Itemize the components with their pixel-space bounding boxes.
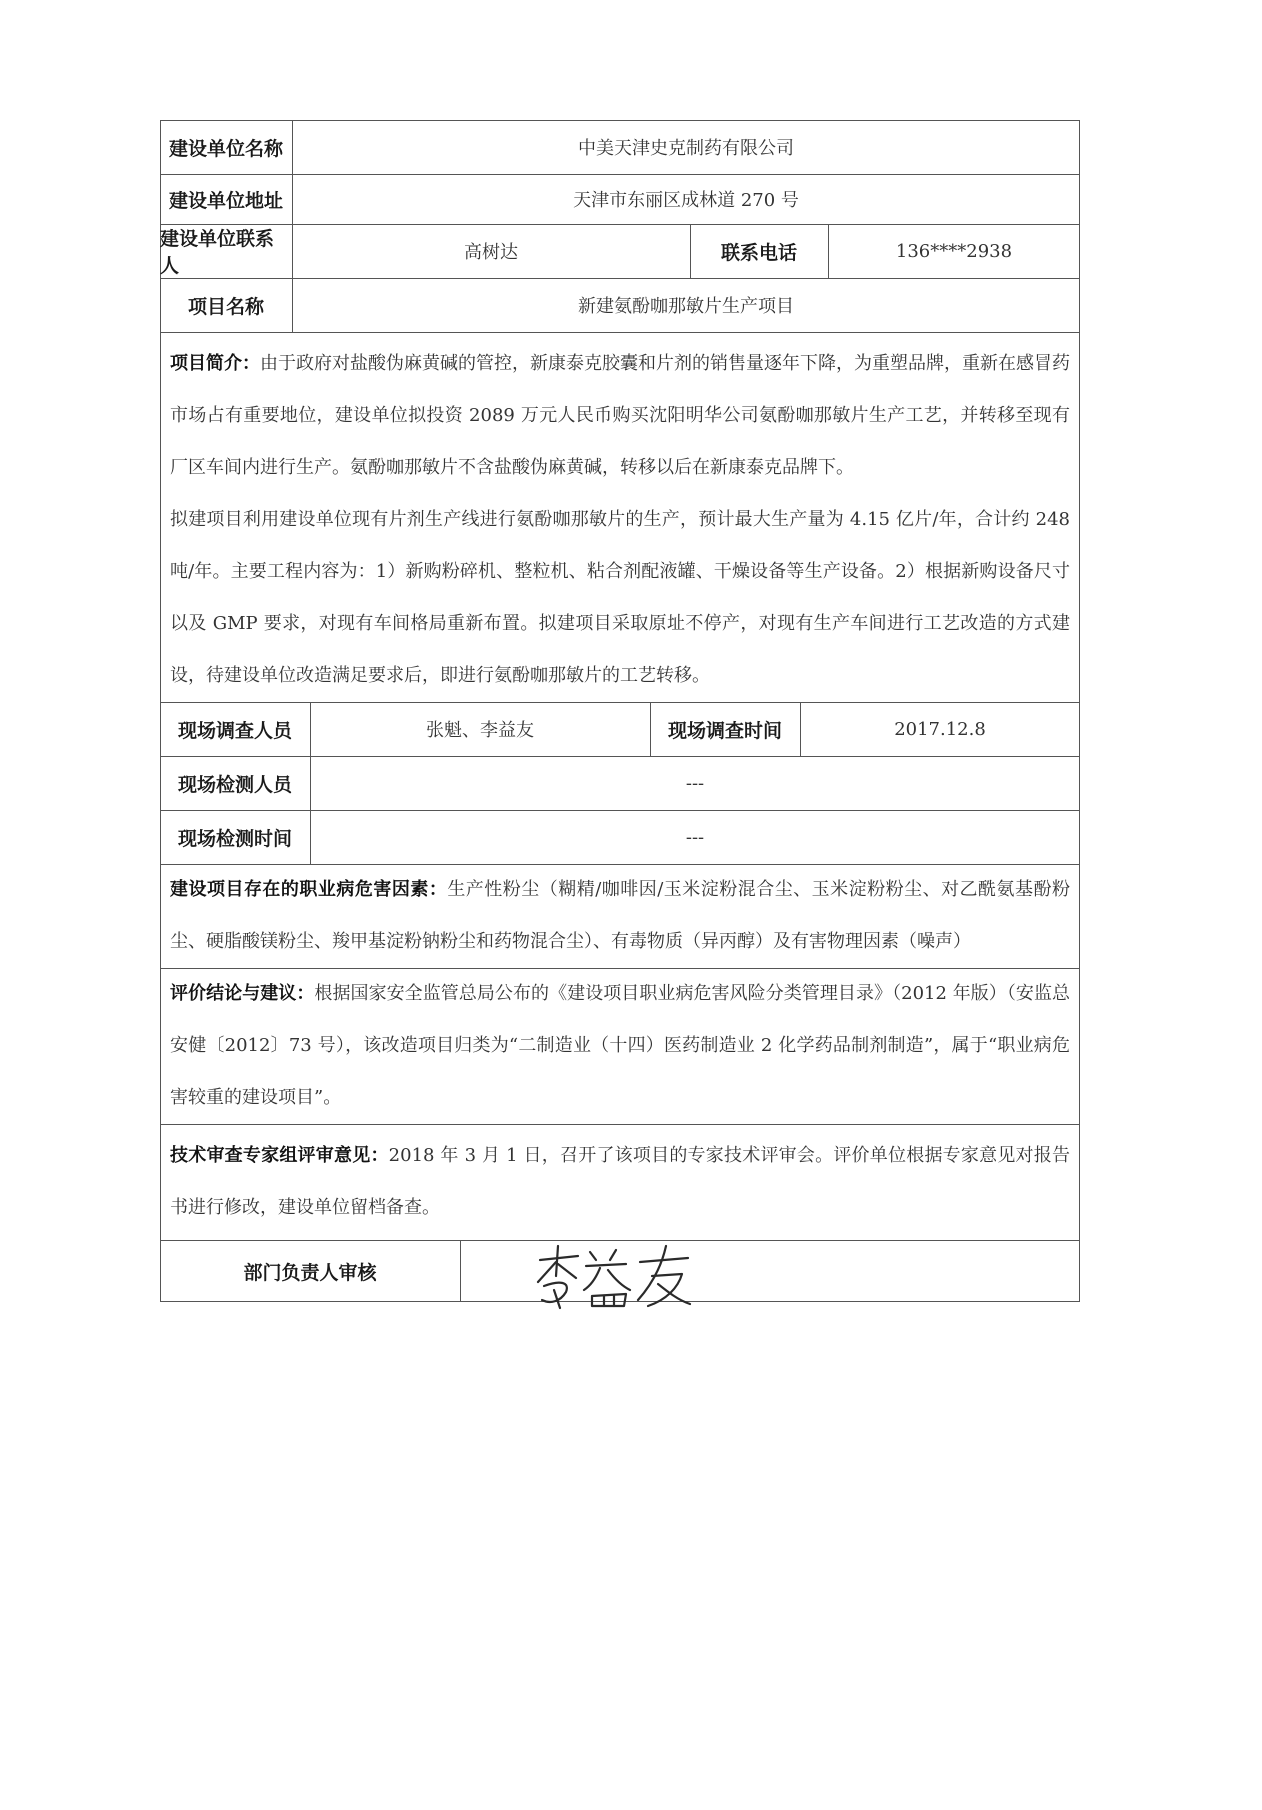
project-intro-continued (170, 494, 1070, 702)
divider (460, 1240, 461, 1302)
assessment-form (160, 120, 1080, 1302)
signature-icon (530, 1242, 700, 1312)
project-name-label: 项目名称 (187, 295, 264, 318)
divider (160, 332, 1080, 333)
signature (530, 1242, 700, 1312)
unit-name-label: 建设单位名称 (168, 137, 283, 160)
conclusion-label: 评价结论与建议： (170, 983, 315, 1004)
contact-label: 建设单位联系人 (160, 228, 275, 277)
divider (160, 1124, 1080, 1125)
survey-staff-value: 张魁、李益友 (426, 720, 534, 741)
project-intro-text2: 拟建项目利用建设单位现有片剂生产线进行氨酚咖那敏片的生产，预计最大生产量为 4.15 亿片/年，合计约 248 吨/年。主要工程内容为：1）新购粉碎机、整粒机、粘合剂配液罐、干燥设备等生产设备。2）根据新购设备尺寸以及 GMP 要求，对现有车间格局重新布置。拟建项目采取原址不停产，对现有生产车间进行工艺改造的方式建设，待建设单位改造满足要求后，即进行氨酚咖那敏片的工艺转移。 (170, 509, 1070, 686)
unit-address-label: 建设单位地址 (168, 189, 283, 212)
project-intro-text1: 由于政府对盐酸伪麻黄碱的管控，新康泰克胶囊和片剂的销售量逐年下降，为重塑品牌，重新在感冒药市场占有重要地位，建设单位拟投资 2089 万元人民币购买沈阳明华公司氨酚咖那敏片生产工艺，并转移至现有厂区车间内进行生产。氨酚咖那敏片不含盐酸伪麻黄碱，转移以后在新康泰克品牌下。 (170, 353, 1070, 478)
unit-address-value: 天津市东丽区成林道 270 号 (573, 190, 799, 211)
hazards-text: 生产性粉尘（糊精/咖啡因/玉米淀粉混合尘、玉米淀粉粉尘、对乙酰氨基酚粉尘、硬脂酸镁粉尘、羧甲基淀粉钠粉尘和药物混合尘）、有毒物质（异丙醇）及有害物理因素（噪声） (170, 879, 1070, 952)
survey-time-label: 现场调查时间 (667, 719, 782, 742)
survey-staff-label: 现场调查人员 (177, 719, 292, 742)
review-label: 技术审查专家组评审意见： (170, 1145, 389, 1166)
survey-time-value: 2017.12.8 (894, 718, 986, 740)
conclusion-section (170, 968, 1070, 1124)
review-text: 2018 年 3 月 1 日，召开了该项目的专家技术评审会。评价单位根据专家意见对报告书进行修改，建设单位留档备查。 (170, 1145, 1070, 1218)
detection-staff-label: 现场检测人员 (177, 773, 292, 796)
hazards-section (170, 864, 1070, 968)
project-intro (170, 338, 1070, 494)
project-intro-label: 项目简介： (170, 353, 260, 374)
project-name-value: 新建氨酚咖那敏片生产项目 (578, 296, 794, 317)
detection-staff-value: --- (685, 772, 705, 794)
contact-value: 高树达 (464, 242, 518, 263)
hazards-label: 建设项目存在的职业病危害因素： (170, 879, 448, 900)
review-section (170, 1130, 1070, 1234)
phone-value: 136****2938 (895, 240, 1013, 262)
unit-name-value: 中美天津史克制药有限公司 (578, 138, 794, 159)
detection-time-label: 现场检测时间 (177, 827, 292, 850)
detection-time-value: --- (685, 826, 705, 848)
conclusion-text: 根据国家安全监管总局公布的《建设项目职业病危害风险分类管理目录》（2012 年版）（安监总安健〔2012〕73 号），该改造项目归类为“二制造业（十四）医药制造业 2 化学药品制剂制造”，属于“职业病危害较重的建设项目”。 (170, 983, 1071, 1108)
phone-label: 联系电话 (720, 241, 797, 264)
approval-label: 部门负责人审核 (243, 1261, 377, 1284)
